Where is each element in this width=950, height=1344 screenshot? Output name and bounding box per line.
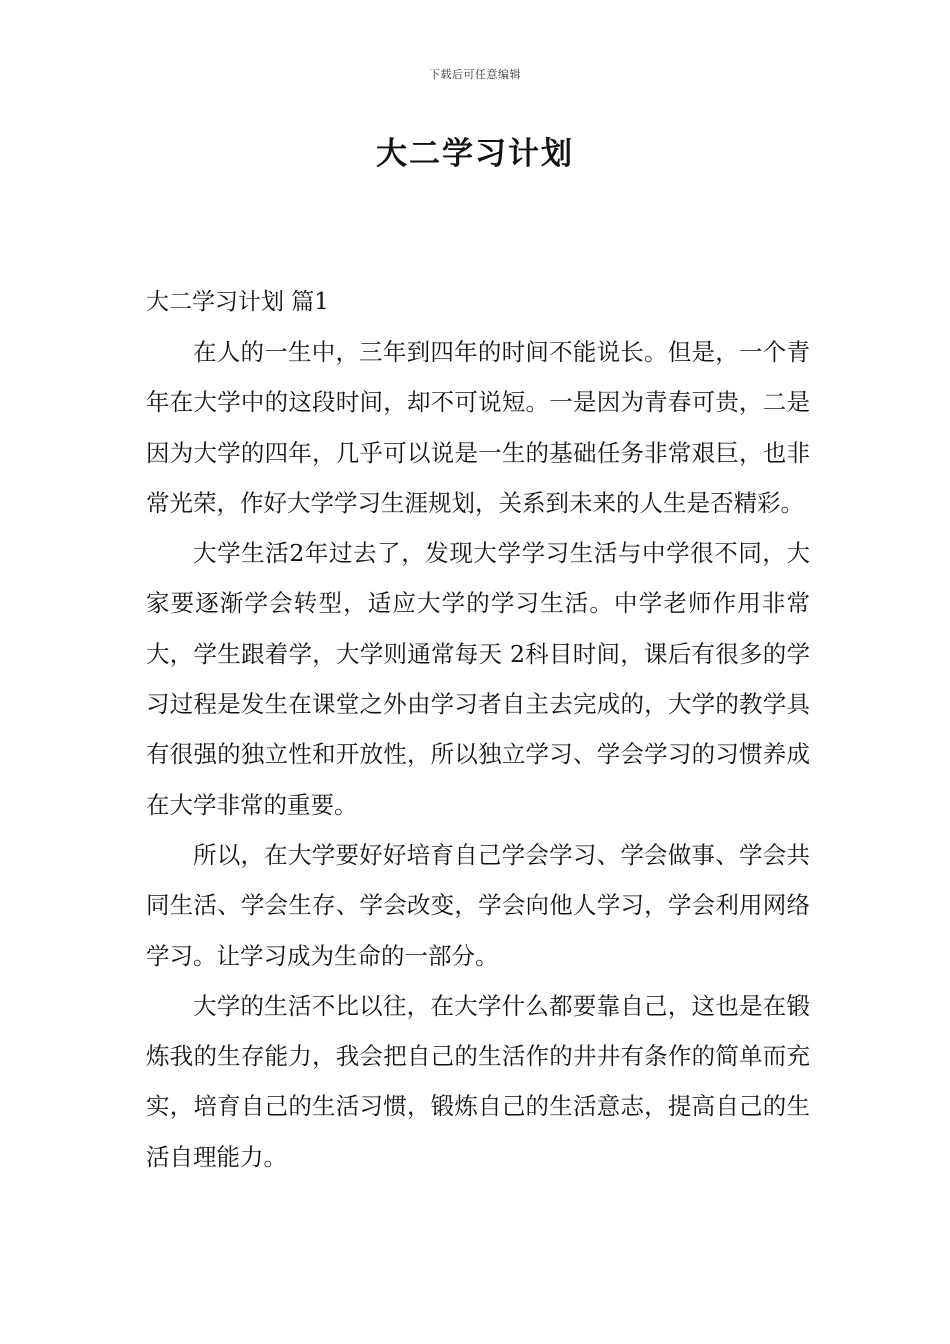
document-title: 大二学习计划	[376, 136, 574, 172]
header-note: 下载后可任意编辑	[429, 68, 521, 81]
section-heading: 大二学习计划 篇1	[146, 289, 329, 315]
document-body	[146, 327, 810, 1182]
paragraph: 大学生活2年过去了，发现大学学习生活与中学很不同，大家要逐渐学会转型，适应大学的学习生活。中学老师作用非常大，学生跟着学，大学则通常每天 2科目时间，课后有很多的学习过程是发生在课堂之外由学习者自主去完成的，大学的教学具有很强的独立性和开放性，所以独立学习、学会学习的习惯养成在大学非常的重要。	[146, 539, 810, 819]
paragraph: 大学的生活不比以往，在大学什么都要靠自己，这也是在锻炼我的生存能力，我会把自己的生活作的井井有条作的简单而充实，培育自己的生活习惯，锻炼自己的生活意志，提高自己的生活自理能力。	[146, 991, 810, 1171]
paragraph: 所以，在大学要好好培育自己学会学习、学会做事、学会共同生活、学会生存、学会改变，学会向他人学习，学会利用网络学习。让学习成为生命的一部分。	[146, 840, 810, 970]
paragraph: 在人的一生中，三年到四年的时间不能说长。但是，一个青年在大学中的这段时间，却不可说短。一是因为青春可贵，二是因为大学的四年，几乎可以说是一生的基础任务非常艰巨，也非常光荣，作好大学学习生涯规划，关系到未来的人生是否精彩。	[146, 338, 810, 517]
